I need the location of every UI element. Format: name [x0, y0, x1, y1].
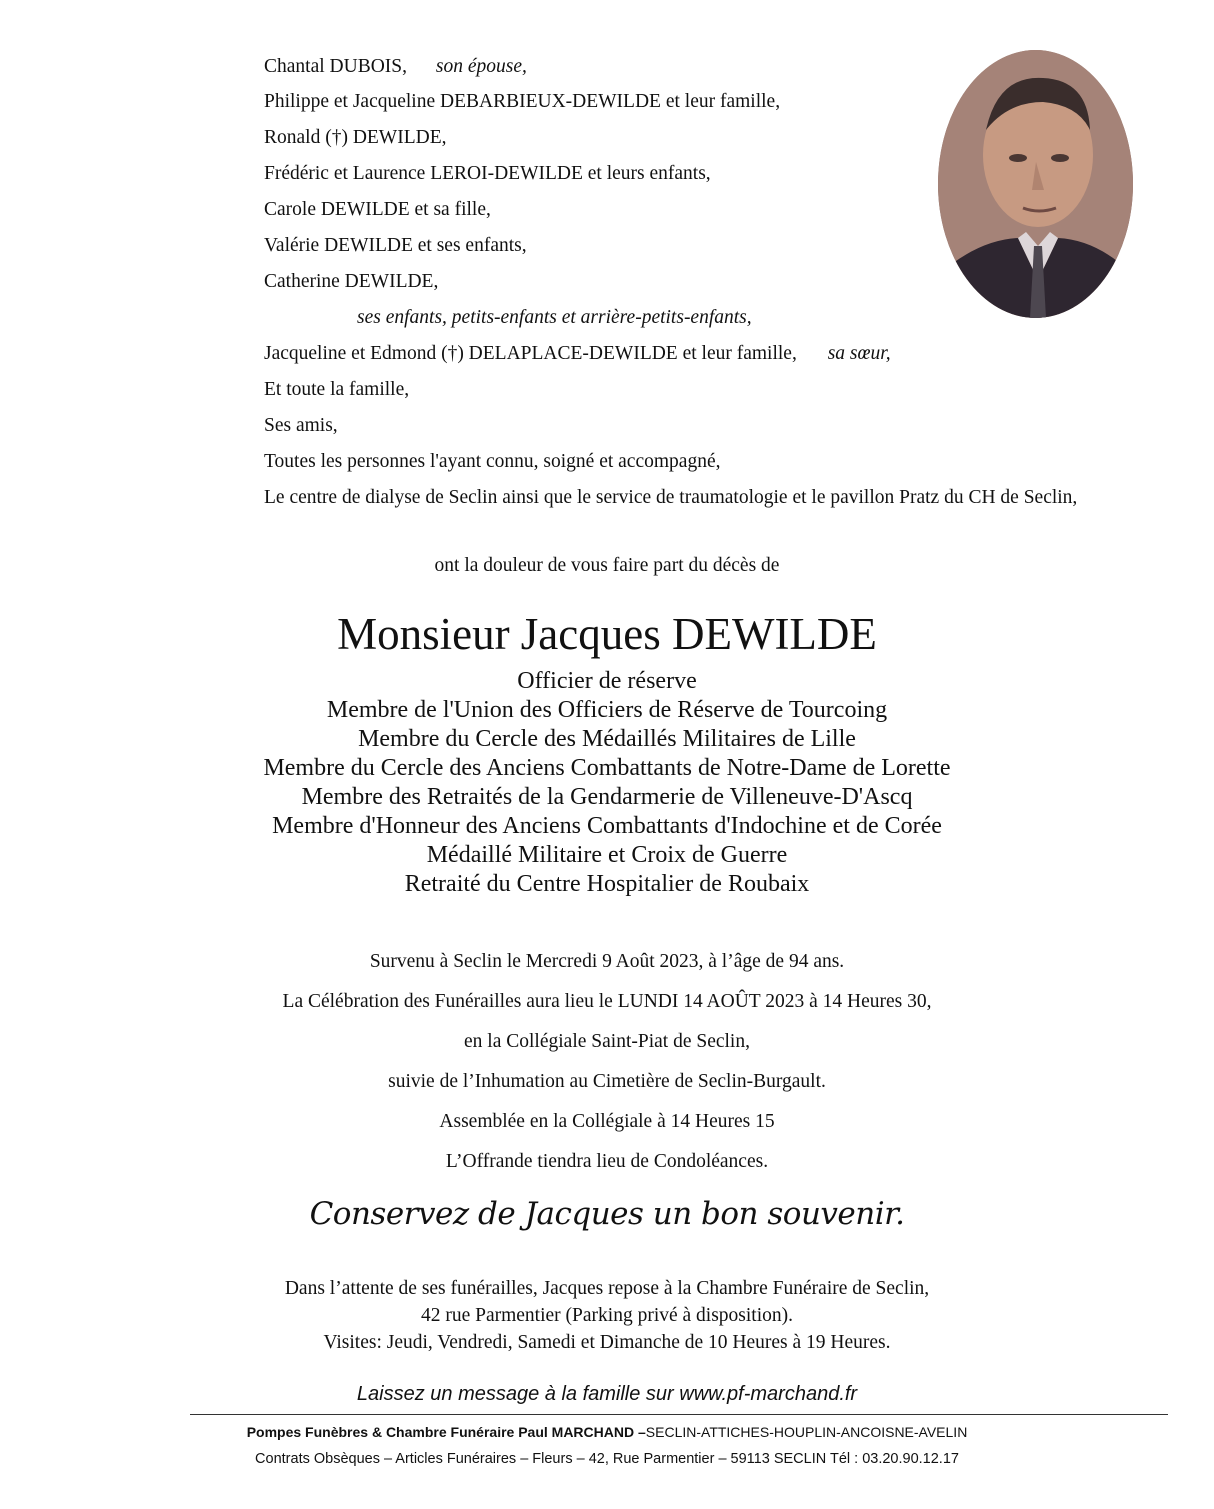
family-line-11: Ses amis,: [264, 415, 338, 436]
detail-line: en la Collégiale Saint-Piat de Seclin,: [464, 1031, 750, 1052]
detail-line: suivie de l’Inhumation au Cimetière de Seclin-Burgault.: [388, 1071, 826, 1092]
title-line: Membre du Cercle des Médaillés Militaires de Lille: [358, 726, 856, 752]
family-line-8: ses enfants, petits-enfants et arrière-petits-enfants,: [357, 307, 752, 328]
title-line: Membre des Retraités de la Gendarmerie de Villeneuve-D'Ascq: [301, 784, 913, 810]
funeral-details: [0, 942, 1214, 1182]
title-line: Membre du Cercle des Anciens Combattants de Notre-Dame de Lorette: [263, 755, 951, 781]
family-line-10: Et toute la famille,: [264, 379, 410, 400]
title-line: Membre de l'Union des Officiers de Réserve de Tourcoing: [326, 697, 888, 723]
footer-divider: [190, 1414, 1168, 1415]
message-link[interactable]: Laissez un message à la famille sur www.pf-marchand.fr: [356, 1383, 858, 1405]
portrait-photo: [938, 50, 1133, 318]
family-line-5: Carole DEWILDE et sa fille,: [264, 199, 491, 220]
footer-company-line: [0, 1424, 1214, 1440]
detail-line: Assemblée en la Collégiale à 14 Heures 15: [439, 1111, 775, 1132]
deceased-name: Monsieur Jacques DEWILDE: [337, 609, 877, 659]
family-line-6: Valérie DEWILDE et ses enfants,: [264, 235, 527, 256]
family-role: son épouse,: [435, 56, 527, 77]
family-line-13: Le centre de dialyse de Seclin ainsi que le service de traumatologie et le pavillon Pratz du CH de Seclin,: [264, 487, 1078, 508]
title-line: Officier de réserve: [517, 668, 697, 694]
family-name: Chantal DUBOIS,: [264, 56, 407, 77]
announcement-intro: ont la douleur de vous faire part du décès de: [434, 555, 780, 576]
footer-company: Pompes Funèbres & Chambre Funéraire Paul MARCHAND –: [246, 1424, 646, 1440]
family-role: sa sœur,: [827, 343, 891, 364]
family-line-4: Frédéric et Laurence LEROI-DEWILDE et leurs enfants,: [264, 163, 711, 184]
family-line-2: Philippe et Jacqueline DEBARBIEUX-DEWILDE et leur famille,: [264, 91, 781, 112]
detail-line: L’Offrande tiendra lieu de Condoléances.: [445, 1151, 769, 1172]
family-line-9: [264, 342, 891, 366]
repose-line: Visites: Jeudi, Vendredi, Samedi et Dimanche de 10 Heures à 19 Heures.: [323, 1332, 891, 1353]
title-line: Retraité du Centre Hospitalier de Roubaix: [404, 871, 810, 897]
family-name: Jacqueline et Edmond (†) DELAPLACE-DEWILDE et leur famille,: [264, 343, 797, 364]
repose-line: Dans l’attente de ses funérailles, Jacques repose à la Chambre Funéraire de Seclin,: [284, 1278, 930, 1299]
title-line: Membre d'Honneur des Anciens Combattants d'Indochine et de Corée: [272, 813, 942, 839]
footer-contact: Contrats Obsèques – Articles Funéraires – Fleurs – 42, Rue Parmentier – 59113 SECLIN Tél : 03.20.90.12.17: [255, 1451, 959, 1467]
family-line-12: Toutes les personnes l'ayant connu, soigné et accompagné,: [264, 451, 721, 472]
souvenir-phrase: Conservez de Jacques un bon souvenir.: [309, 1196, 905, 1232]
detail-line: La Célébration des Funérailles aura lieu le LUNDI 14 AOÛT 2023 à 14 Heures 30,: [282, 991, 932, 1012]
repose-info: [0, 1275, 1214, 1356]
deceased-titles: [0, 667, 1214, 899]
family-line-1: [264, 55, 527, 79]
family-line-3: Ronald (†) DEWILDE,: [264, 127, 447, 148]
footer-towns: SECLIN-ATTICHES-HOUPLIN-ANCOISNE-AVELIN: [645, 1424, 968, 1440]
family-line-7: Catherine DEWILDE,: [264, 271, 439, 292]
repose-line: 42 rue Parmentier (Parking privé à disposition).: [420, 1305, 794, 1326]
detail-line: Survenu à Seclin le Mercredi 9 Août 2023, à l’âge de 94 ans.: [369, 951, 845, 972]
title-line: Médaillé Militaire et Croix de Guerre: [426, 842, 788, 868]
